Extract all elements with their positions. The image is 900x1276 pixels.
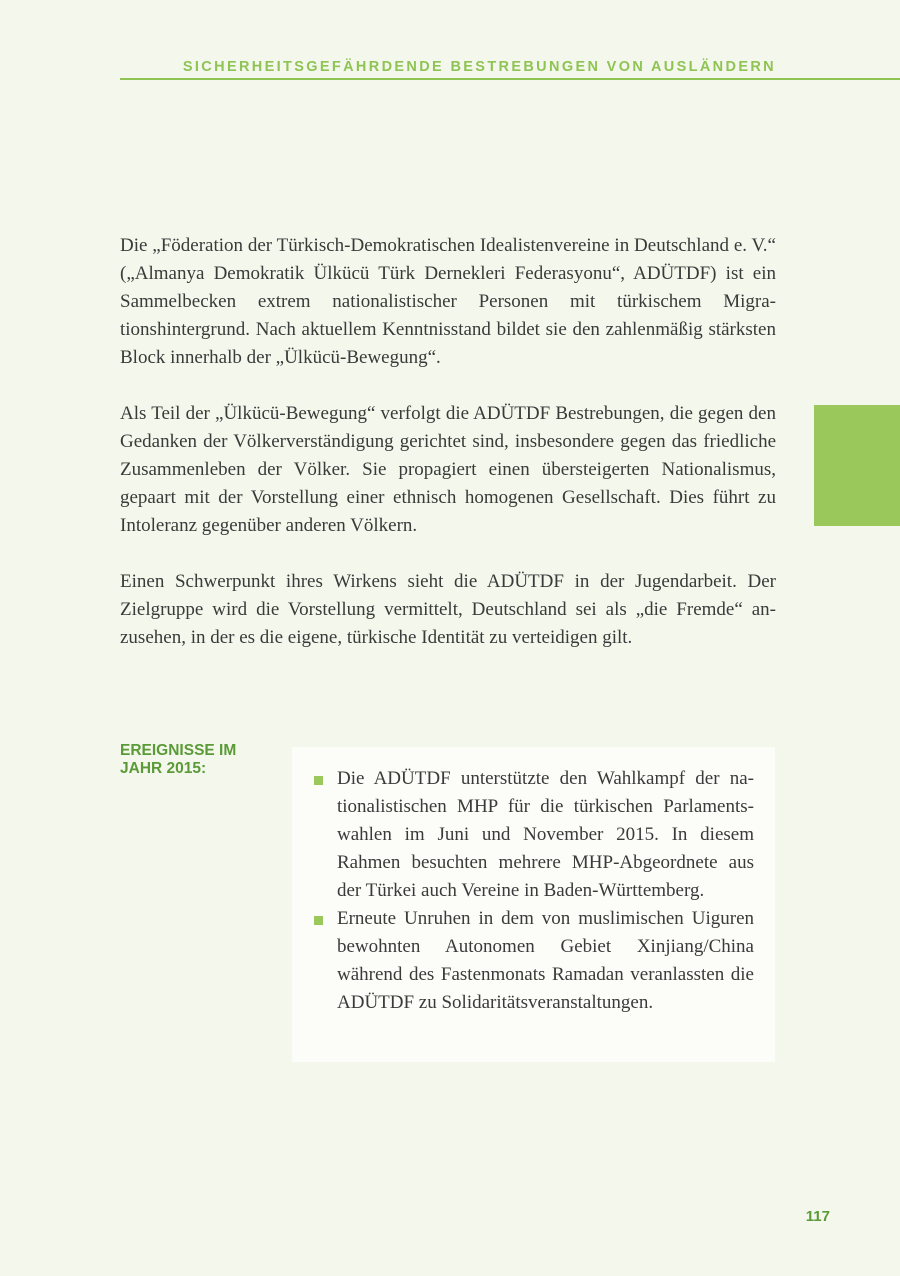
paragraph: Als Teil der „Ülkücü-Bewegung“ verfolgt die ADÜTDF Bestrebungen, die gegen den Gedanken der Völkerverständigung gerichtet sind, insbesondere gegen das friedliche Zusammenleben der Völker. Sie propagiert einen übersteigerten Nationalismus, gepaart mit der Vorstellung einer ethnisch homogenen Gesellschaft. Dies führt zu Intoleranz gegenüber anderen Völkern.	[120, 403, 776, 536]
running-header-title: SICHERHEITSGEFÄHRDENDE BESTREBUNGEN VON AUSLÄNDERN	[182, 59, 776, 75]
body-text	[120, 232, 776, 680]
square-bullet-icon	[314, 776, 323, 785]
events-box	[292, 747, 775, 1062]
events-list	[312, 765, 754, 1017]
paragraph: Einen Schwerpunkt ihres Wirkens sieht die ADÜTDF in der Jugendarbeit. Der Zielgruppe wird die Vorstellung vermittelt, Deutschland sei als „die Fremde“ anzusehen, in der es die eigene, türkische Identität zu verteidigen gilt.	[120, 571, 776, 648]
chapter-side-tab	[814, 405, 900, 526]
list-item-text: Die ADÜTDF unterstützte den Wahlkampf der nationalistischen MHP für die türkischen Parlamentswahlen im Juni und November 2015. In diesem Rahmen besuchten mehrere MHP-Abgeordnete aus der Türkei auch Vereine in Baden-Württemberg.	[337, 768, 754, 901]
square-bullet-icon	[314, 916, 323, 925]
page-number: 117	[805, 1208, 830, 1225]
running-header	[120, 58, 900, 80]
list-item	[312, 765, 754, 905]
header-rule	[120, 78, 900, 80]
paragraph: Die „Föderation der Türkisch-Demokratischen Idealistenvereine in Deutschland e. V.“ („Almanya Demokratik Ülkücü Türk Dernekleri Federasyonu“, ADÜTDF) ist ein Sammelbecken extrem nationalistischer Personen mit türkischem Migrationshintergrund. Nach aktuellem Kenntnisstand bildet sie den zahlenmäßig stärksten Block innerhalb der „Ülkücü-Bewegung“.	[120, 235, 776, 368]
list-item-text: Erneute Unruhen in dem von muslimischen Uiguren bewohnten Autonomen Gebiet Xinjiang/China während des Fastenmonats Ramadan veranlassten die ADÜTDF zu Solidaritätsveranstaltungen.	[337, 908, 754, 1013]
events-label: EREIGNISSE IM JAHR 2015:	[120, 742, 237, 777]
list-item	[312, 905, 754, 1017]
